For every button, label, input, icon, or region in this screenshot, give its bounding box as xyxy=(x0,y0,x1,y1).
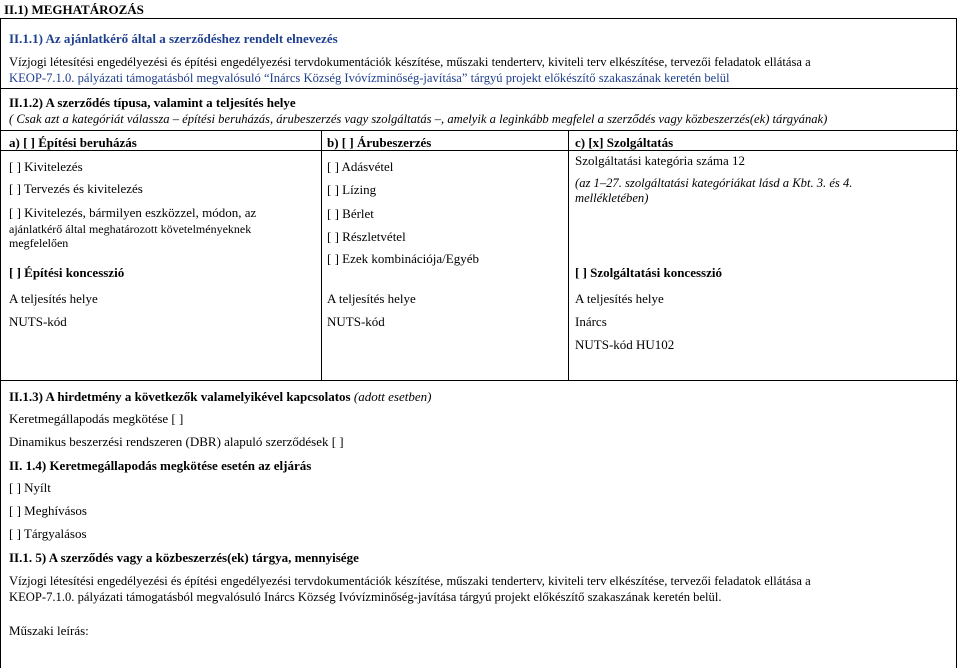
col-c-place-label: A teljesítés helye xyxy=(575,291,664,306)
procedure-restricted: [ ] Meghívásos xyxy=(9,503,87,518)
form-frame xyxy=(0,18,957,668)
section-heading-1-3-text: II.1.3) A hirdetmény a következők valamelyikével kapcsolatos xyxy=(9,389,351,404)
option-lizing: [ ] Lízing xyxy=(327,182,377,197)
procedure-open: [ ] Nyílt xyxy=(9,480,51,495)
divider xyxy=(1,150,958,151)
procedure-negotiated: [ ] Tárgyalásos xyxy=(9,526,87,541)
contract-name-line1: Vízjogi létesítési engedélyezési és építési engedélyezési tervdokumentációk készítése, műszaki tenderterv, kiviteli terv elkészítése, tervezői feladatok ellátása a xyxy=(9,55,811,69)
col-b-title: b) [ ] Árubeszerzés xyxy=(327,135,432,150)
framework-agreement-option: Keretmegállapodás megkötése [ ] xyxy=(9,411,184,426)
column-divider xyxy=(321,130,322,380)
subject-line2: KEOP-7.1.0. pályázati támogatásból megvalósuló Inárcs Község Ivóvízminőség-javítása tárgyú projekt előkészítő szakaszának keretén belül. xyxy=(9,590,722,604)
option-tervezes-kivitelezes: [ ] Tervezés és kivitelezés xyxy=(9,181,143,196)
divider xyxy=(1,88,958,89)
section-heading-1-2: II.1.2) A szerződés típusa, valamint a teljesítés helye xyxy=(9,95,296,110)
service-category: Szolgáltatási kategória száma 12 xyxy=(575,153,746,168)
option-berlet: [ ] Bérlet xyxy=(327,206,374,221)
option-reszletvetel: [ ] Részletvétel xyxy=(327,229,406,244)
option-kivitelezes-barmilyen-l3: megfelelően xyxy=(9,236,69,250)
subject-line1: Vízjogi létesítési engedélyezési és építési engedélyezési tervdokumentációk készítése, műszaki tenderterv, kiviteli terv elkészítése, tervezői feladatok ellátása a xyxy=(9,574,811,588)
option-epitesi-koncesszio: [ ] Építési koncesszió xyxy=(9,265,125,280)
contract-name-line2-text: KEOP-7.1.0. pályázati támogatásból megvalósuló “Inárcs Község Ivóvízminőség-javítása” tárgyú projekt előkészítő szakaszának keretén belül xyxy=(9,71,730,85)
technical-description-label: Műszaki leírás: xyxy=(9,623,89,638)
col-b-nuts-label: NUTS-kód xyxy=(327,314,385,329)
col-b-place-label: A teljesítés helye xyxy=(327,291,416,306)
col-c-nuts: NUTS-kód HU102 xyxy=(575,337,675,352)
section-header: II.1) MEGHATÁROZÁS xyxy=(4,2,144,17)
option-kivitelezes: [ ] Kivitelezés xyxy=(9,159,83,174)
col-a-place-label: A teljesítés helye xyxy=(9,291,98,306)
col-a-nuts-label: NUTS-kód xyxy=(9,314,67,329)
column-divider xyxy=(568,130,569,380)
col-c-title: c) [x] Szolgáltatás xyxy=(575,135,674,150)
option-kivitelezes-barmilyen: [ ] Kivitelezés, bármilyen eszközzel, módon, az xyxy=(9,205,257,220)
section-heading-1-3 xyxy=(9,389,431,405)
option-szolgaltatasi-koncesszio: [ ] Szolgáltatási koncesszió xyxy=(575,265,722,280)
col-a-title: a) [ ] Építési beruházás xyxy=(9,135,137,150)
option-adasvetel: [ ] Adásvétel xyxy=(327,159,394,174)
section-heading-1-5: II.1. 5) A szerződés vagy a közbeszerzés(ek) tárgya, mennyisége xyxy=(9,550,359,565)
section-heading-1-3-note: (adott esetben) xyxy=(353,389,432,404)
contract-type-note: ( Csak azt a kategóriát válassza – építési beruházás, árubeszerzés vagy szolgáltatás –, amelyik a leginkább megfelel a szerződés vagy közbeszerzés(ek) tárgyának) xyxy=(9,112,828,126)
col-c-town: Inárcs xyxy=(575,314,607,329)
contract-name-line2 xyxy=(9,70,730,86)
divider xyxy=(1,380,958,381)
divider xyxy=(1,130,958,131)
option-kivitelezes-barmilyen-l2: ajánlatkérő által meghatározott követelményeknek xyxy=(9,222,252,236)
section-heading-1-4: II. 1.4) Keretmegállapodás megkötése esetén az eljárás xyxy=(9,458,312,473)
option-egyeb: [ ] Ezek kombinációja/Egyéb xyxy=(327,251,479,266)
service-category-note-l1: (az 1–27. szolgáltatási kategóriákat lásd a Kbt. 3. és 4. xyxy=(575,176,853,190)
service-category-note-l2: mellékletében) xyxy=(575,191,649,205)
section-heading-1-1: II.1.1) Az ajánlatkérő által a szerződéshez rendelt elnevezés xyxy=(9,31,338,46)
dbr-option: Dinamikus beszerzési rendszeren (DBR) alapuló szerződések [ ] xyxy=(9,434,344,449)
